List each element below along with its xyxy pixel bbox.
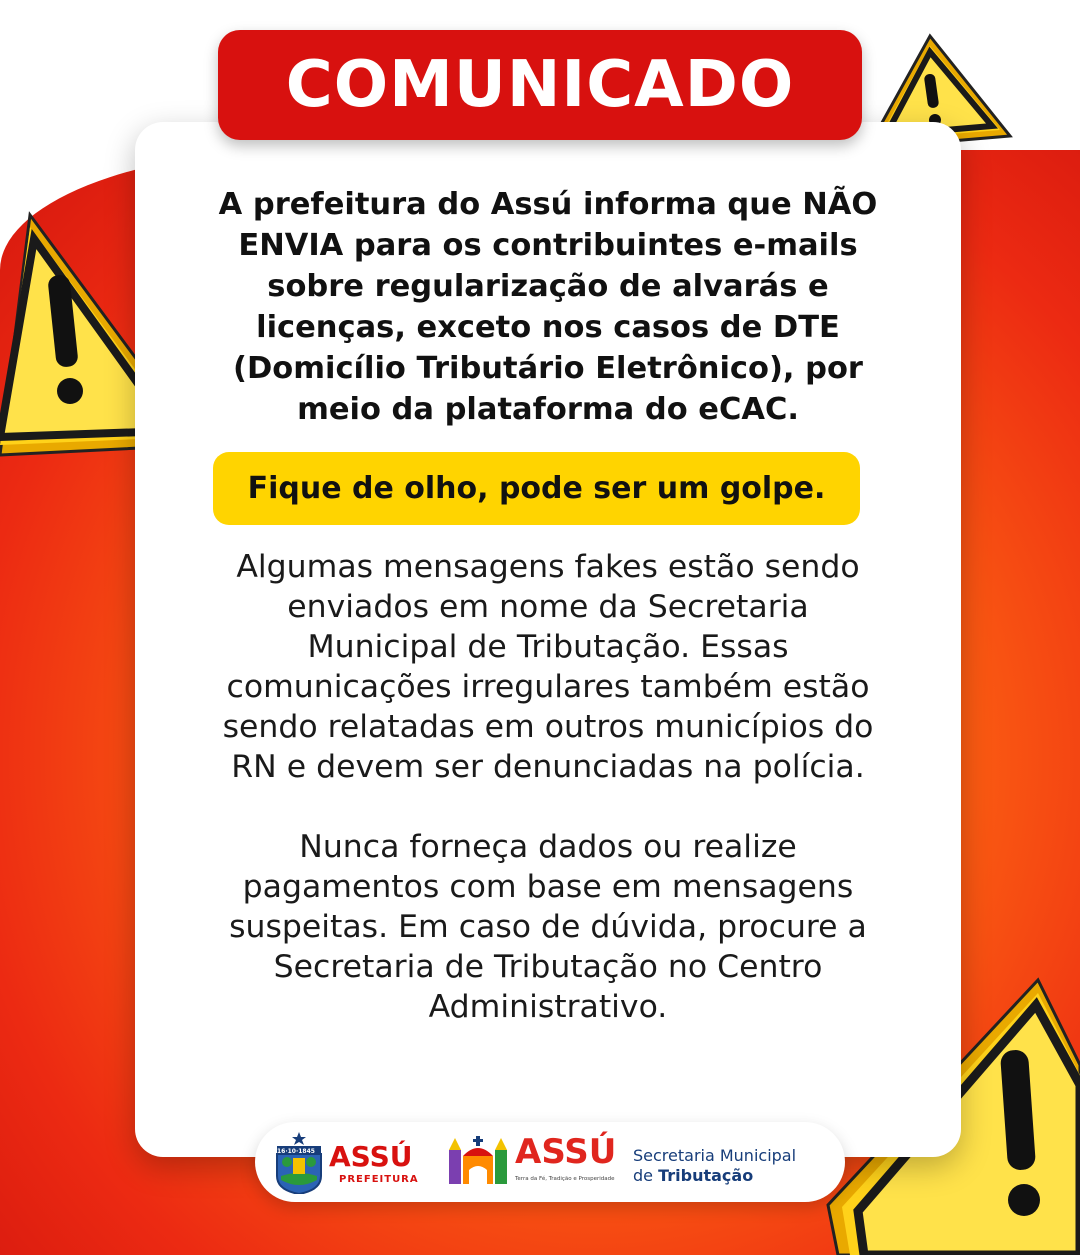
paragraph-line: suspeitas. Em caso de dúvida, procure a bbox=[229, 909, 867, 945]
paragraph-line: Municipal de Tributação. Essas bbox=[307, 629, 789, 665]
paragraph-line: Nunca forneça dados ou realize bbox=[299, 829, 797, 865]
page-title: COMUNICADO bbox=[285, 48, 795, 122]
paragraph-line: Secretaria de Tributação no Centro bbox=[273, 949, 823, 985]
paragraph-line: Administrativo. bbox=[428, 989, 668, 1025]
paragraph-advice bbox=[160, 827, 936, 1027]
coat-of-arms-icon bbox=[273, 1132, 325, 1194]
prefeitura-date: 16·10·1845 bbox=[277, 1148, 315, 1155]
secretaria-line1: Secretaria Municipal bbox=[633, 1146, 797, 1165]
paragraph-line: RN e devem ser denunciadas na polícia. bbox=[231, 749, 865, 785]
city-brand-tagline: Terra da Fé, Tradição e Prosperidade bbox=[515, 1176, 615, 1182]
secretaria-line2 bbox=[633, 1166, 753, 1185]
intro-line: A prefeitura do Assú informa que NÃO bbox=[218, 187, 878, 222]
intro-line: licenças, exceto nos casos de DTE bbox=[256, 310, 840, 345]
paragraph-line: Algumas mensagens fakes estão sendo bbox=[236, 549, 860, 585]
secretaria-line2-bold: Tributação bbox=[658, 1166, 754, 1185]
footer-logos bbox=[255, 1122, 845, 1202]
city-brand-name: ASSÚ bbox=[515, 1132, 617, 1172]
secretaria-line2-prefix: de bbox=[633, 1166, 659, 1185]
prefeitura-logo bbox=[273, 1132, 433, 1192]
title-banner bbox=[218, 30, 862, 140]
warning-highlight bbox=[213, 452, 860, 525]
paragraph-line: sendo relatadas em outros municípios do bbox=[222, 709, 874, 745]
intro-line: ENVIA para os contribuintes e-mails bbox=[238, 228, 858, 263]
intro-line: (Domicílio Tributário Eletrônico), por bbox=[233, 351, 863, 386]
intro-line: meio da plataforma do eCAC. bbox=[297, 392, 799, 427]
prefeitura-name: ASSÚ bbox=[329, 1140, 413, 1173]
intro-line: sobre regularização de alvarás e bbox=[267, 269, 829, 304]
secretaria-logo bbox=[633, 1132, 833, 1192]
paragraph-line: comunicações irregulares também estão bbox=[226, 669, 870, 705]
highlight-text: Fique de olho, pode ser um golpe. bbox=[247, 471, 826, 506]
prefeitura-sub: PREFEITURA bbox=[339, 1174, 419, 1185]
paragraph-fake-messages bbox=[160, 547, 936, 787]
paragraph-line: pagamentos com base em mensagens bbox=[242, 869, 854, 905]
city-brand-logo bbox=[447, 1132, 617, 1192]
paragraph-line: enviados em nome da Secretaria bbox=[287, 589, 809, 625]
church-icon bbox=[447, 1134, 509, 1186]
intro-text bbox=[160, 184, 936, 430]
